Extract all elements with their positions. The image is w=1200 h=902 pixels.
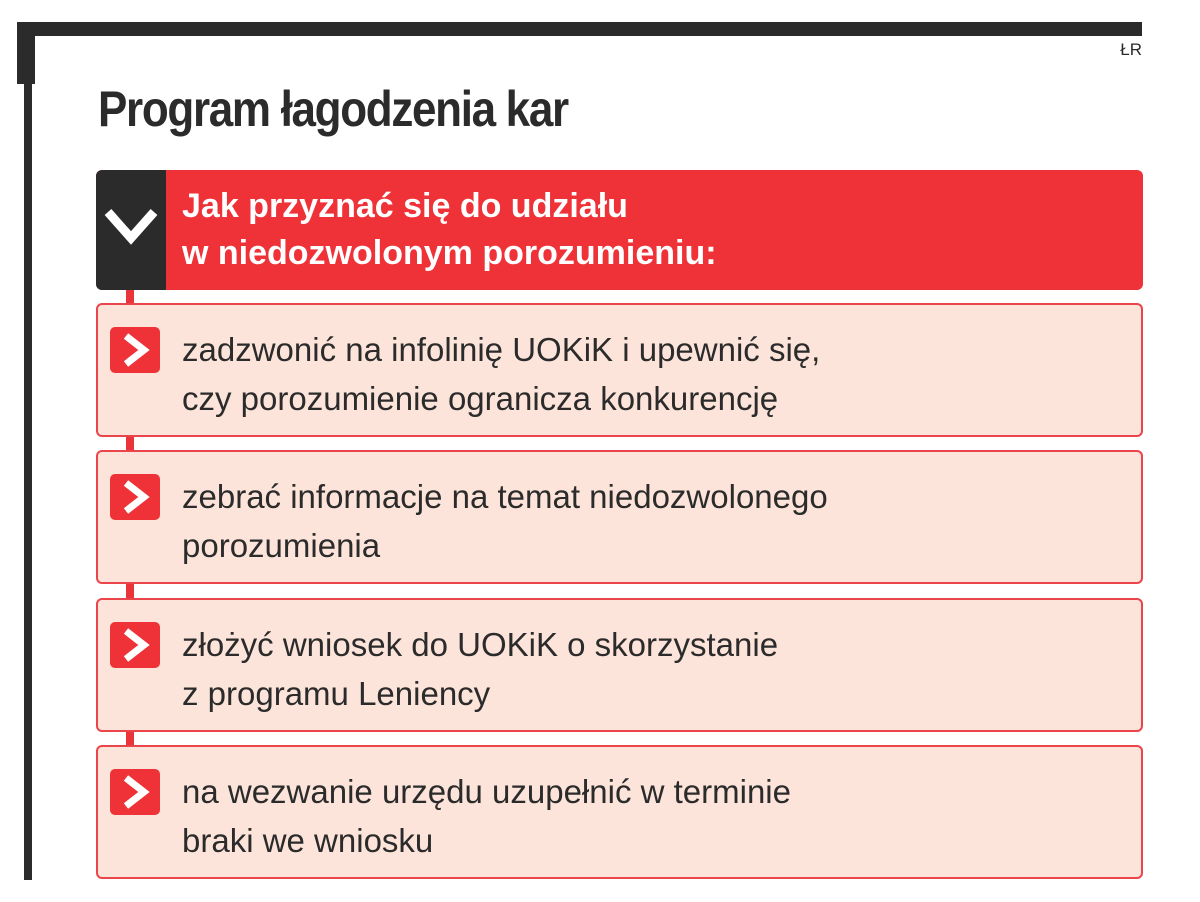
steps-header-text xyxy=(182,183,1122,277)
steps-header-line-2: w niedozwolonym porozumieniu: xyxy=(182,234,717,272)
step-text-4 xyxy=(182,767,1122,865)
steps-header-line-1: Jak przyznać się do udziału xyxy=(182,187,628,225)
step-3-line-2: z programu Leniency xyxy=(182,675,491,712)
step-item-2 xyxy=(96,450,1143,584)
step-2-line-1: zebrać informacje na temat niedozwolonego xyxy=(182,478,828,515)
step-1-line-1: zadzwonić na infolinię UOKiK i upewnić się, xyxy=(182,331,821,368)
header-tab xyxy=(96,170,166,290)
author-credit: ŁR xyxy=(1120,40,1142,59)
step-item-3 xyxy=(96,598,1143,732)
chevron-right-icon xyxy=(118,480,152,514)
page-title: Program łagodzenia kar xyxy=(98,81,568,137)
step-text-3 xyxy=(182,620,1122,718)
step-4-line-2: braki we wniosku xyxy=(182,822,434,859)
step-1-line-2: czy porozumienie ogranicza konkurencję xyxy=(182,380,779,417)
chevron-down-icon xyxy=(104,204,158,254)
step-arrow-2 xyxy=(110,474,160,520)
step-2-line-2: porozumienia xyxy=(182,527,381,564)
chevron-right-icon xyxy=(118,628,152,662)
step-text-2 xyxy=(182,472,1122,570)
frame-left-bar xyxy=(24,22,32,880)
step-4-line-1: na wezwanie urzędu uzupełnić w terminie xyxy=(182,773,791,810)
step-3-line-1: złożyć wniosek do UOKiK o skorzystanie xyxy=(182,626,779,663)
step-item-4 xyxy=(96,745,1143,879)
step-arrow-4 xyxy=(110,769,160,815)
chevron-right-icon xyxy=(118,775,152,809)
step-text-1 xyxy=(182,325,1122,423)
step-arrow-3 xyxy=(110,622,160,668)
frame-top-bar xyxy=(17,22,1142,36)
step-item-1 xyxy=(96,303,1143,437)
step-arrow-1 xyxy=(110,327,160,373)
chevron-right-icon xyxy=(118,333,152,367)
